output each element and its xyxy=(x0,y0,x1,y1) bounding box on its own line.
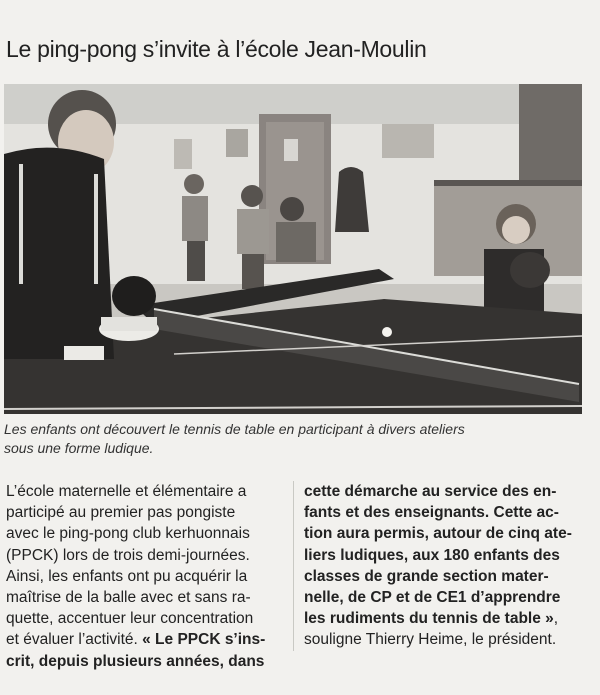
quote-text: cette démarche au service des en- xyxy=(304,483,557,500)
quote-text: liers ludiques, aux 180 enfants des xyxy=(304,546,560,564)
body-line: quette, accentuer leur concentration xyxy=(6,610,254,628)
quote-text: crit, depuis plusieurs années, dans xyxy=(6,652,265,670)
body-line xyxy=(6,629,280,650)
body-line: L’école maternelle et élémentaire a xyxy=(6,483,247,500)
body-line xyxy=(304,608,588,629)
body-line xyxy=(304,566,588,587)
column-divider xyxy=(293,481,294,651)
body-line: maîtrise de la balle avec et sans ra- xyxy=(6,589,251,607)
body-line xyxy=(304,587,588,608)
caption-line: Les enfants ont découvert le tennis de table en participant à divers ateliers xyxy=(4,421,465,437)
quote-text: tion aura permis, autour de cinq ate- xyxy=(304,525,572,543)
body-line: Ainsi, les enfants ont pu acquérir la xyxy=(6,567,248,585)
body-line xyxy=(304,481,588,502)
body-column-left xyxy=(6,481,280,672)
article-photo xyxy=(4,84,582,414)
article-headline: Le ping-pong s’invite à l’école Jean-Moulin xyxy=(6,36,427,62)
body-line xyxy=(304,523,588,544)
body-line-plain: , xyxy=(553,610,559,628)
body-line xyxy=(304,502,588,523)
caption-line: sous une forme ludique. xyxy=(4,440,154,456)
quote-end: les rudiments du tennis de table » xyxy=(304,610,554,628)
body-line xyxy=(6,651,280,672)
body-line: avec le ping-pong club kerhuonnais xyxy=(6,525,250,543)
body-column-right xyxy=(304,481,588,651)
body-line-plain: et évaluer l’activité. xyxy=(6,631,143,649)
quote-text: fants et des enseignants. Cette ac- xyxy=(304,504,559,522)
body-line: (PPCK) lors de trois demi-journées. xyxy=(6,546,250,564)
quote-text: classes de grande section mater- xyxy=(304,567,549,585)
quote-text: nelle, de CP et de CE1 d’apprendre xyxy=(304,589,561,607)
quote-start: « Le PPCK s’ins- xyxy=(142,631,266,649)
body-line xyxy=(304,545,588,566)
photo-caption xyxy=(4,420,564,458)
body-line: participé au premier pas pongiste xyxy=(6,504,236,522)
body-line: souligne Thierry Heime, le président. xyxy=(304,631,557,649)
